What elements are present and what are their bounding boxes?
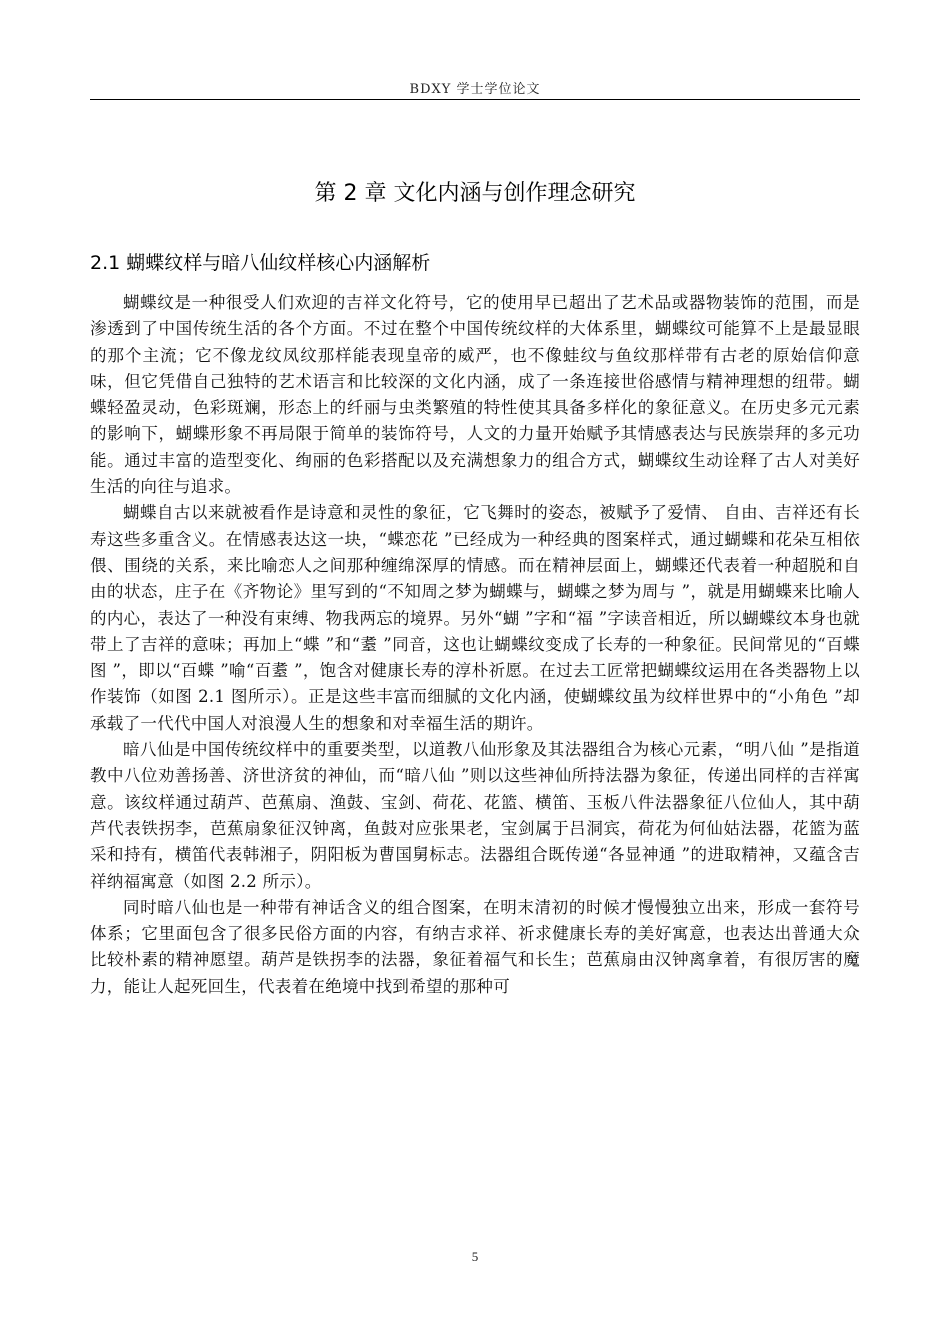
paragraph-eight-immortals-meaning: 同时暗八仙也是一种带有神话含义的组合图案，在明末清初的时候才慢慢独立出来，形成一套符号体系；它里面包含了很多民俗方面的内容，有纳吉求祥、祈求健康长寿的美好寓意，也表达出普通大众比较朴素的精神愿望。葫芦是铁拐李的法器，象征着福气和长生；芭蕉扇由汉钟离拿着，有很厉害的魔力，能让人起死回生，代表着在绝境中找到希望的那种可 [90,897,860,996]
paragraph-eight-immortals-intro: 暗八仙是中国传统纹样中的重要类型，以道教八仙形象及其法器组合为核心元素，“明八仙 ”是指道教中八位劝善扬善、济世济贫的神仙，而“暗八仙 ”则以这些神仙所持法器为象征，传递出同样的吉祥寓意。该纹样通过葫芦、芭蕉扇、渔鼓、宝剑、荷花、花篮、横笛、玉板八件法器象征八位仙人，其中葫芦代表铁拐李，芭蕉扇象征汉钟离，鱼鼓对应张果老，宝剑属于吕洞宾，荷花为何仙姑法器，花篮为蓝采和持有，横笛代表韩湘子，阴阳板为曹国舅标志。法器组合既传递“各显神通 ”的进取精神，又蕴含吉祥纳福寓意（如图 2.2 所示）。 [90,740,860,891]
page-number: 5 [471,1249,479,1264]
page-header: BDXY 学士学位论文 [409,82,541,97]
section-title: 2.1 蝴蝶纹样与暗八仙纹样核心内涵解析 [90,252,431,274]
header-divider [90,99,860,100]
paragraph-butterfly-symbol: 蝴蝶纹是一种很受人们欢迎的吉祥文化符号，它的使用早已超出了艺术品或器物装饰的范围，而是渗透到了中国传统生活的各个方面。不过在整个中国传统纹样的大体系里，蝴蝶纹可能算不上是最显眼的那个主流；它不像龙纹凤纹那样能表现皇帝的威严，也不像蛙纹与鱼纹那样带有古老的原始信仰意味，但它凭借自己独特的艺术语言和比较深的文化内涵，成了一条连接世俗感情与精神理想的纽带。蝴蝶轻盈灵动，色彩斑斓，形态上的纤丽与虫类繁殖的特性使其具备多样化的象征意义。在历史多元元素的影响下，蝴蝶形象不再局限于简单的装饰符号，人文的力量开始赋予其情感表达与民族崇拜的多元功能。通过丰富的造型变化、绚丽的色彩搭配以及充满想象力的组合方式，蝴蝶纹生动诠释了古人对美好生活的向往与追求。 [90,293,860,497]
paragraph-butterfly-meaning: 蝴蝶自古以来就被看作是诗意和灵性的象征，它飞舞时的姿态，被赋予了爱情、 自由、吉祥还有长寿这些多重含义。在情感表达这一块，“蝶恋花 ”已经成为一种经典的图案样式，通过蝴蝶和花朵互相依偎、围绕的关系，来比喻恋人之间那种缠绵深厚的情感。而在精神层面上，蝴蝶还代表着一种超脱和自由的状态，庄子在《齐物论》里写到的“不知周之梦为蝴蝶与，蝴蝶之梦为周与 ”，就是用蝴蝶来比喻人的内心，表达了一种没有束缚、物我两忘的境界。另外“蝴 ”字和“福 ”字读音相近，所以蝴蝶纹本身也就带上了吉祥的意味；再加上“蝶 ”和“耋 ”同音，这也让蝴蝶纹变成了长寿的一种象征。民间常见的“百蝶图 ”，即以“百蝶 ”喻“百耋 ”，饱含对健康长寿的淳朴祈愿。在过去工匠常把蝴蝶纹运用在各类器物上以作装饰（如图 2.1 图所示）。正是这些丰富而细腻的文化内涵，使蝴蝶纹虽为纹样世界中的“小角色 ”却承载了一代代中国人对浪漫人生的想象和对幸福生活的期许。 [90,503,860,733]
chapter-title: 第 2 章 文化内涵与创作理念研究 [314,181,636,206]
body-text [90,290,860,1000]
